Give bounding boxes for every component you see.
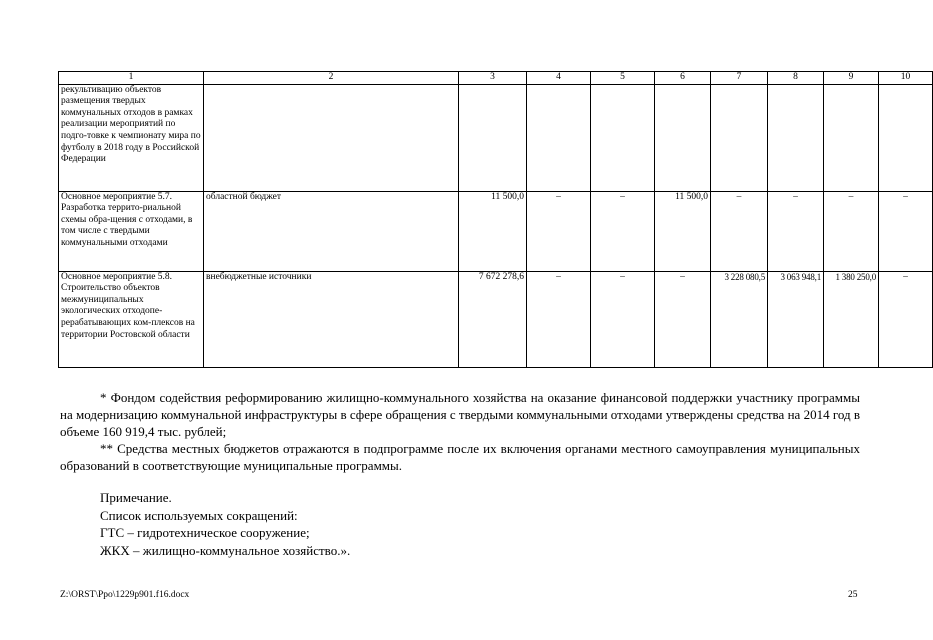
total-amount-cell: [459, 84, 527, 191]
measure-description-cell: рекультивацию объектов размещения твердых коммунальных отходов в рамках реализации мероприятий по подго-товке к чемпионату мира по футболу в 2018 году в Российской Федерации: [59, 84, 204, 191]
page-number: 25: [848, 590, 858, 600]
amount-cell: 11 500,0: [655, 191, 711, 271]
amount-cell: –: [591, 271, 655, 367]
remark-title: Примечание.: [100, 490, 172, 505]
table-row: [59, 84, 933, 191]
amount-cell: [591, 84, 655, 191]
amount-cell: –: [768, 191, 824, 271]
funding-source-cell: [204, 84, 459, 191]
amount-cell: –: [591, 191, 655, 271]
column-header: 7: [711, 72, 768, 85]
amount-cell: –: [879, 191, 933, 271]
amount-cell: [711, 84, 768, 191]
table-header-row: [59, 72, 933, 85]
amount-cell: [824, 84, 879, 191]
funding-source-cell: внебюджетные источники: [204, 271, 459, 367]
amount-cell: 1 380 250,0: [824, 271, 879, 367]
abbreviations-title: Список используемых сокращений:: [100, 507, 298, 523]
amount-cell: [527, 84, 591, 191]
footnote-2: ** Средства местных бюджетов отражаются в подпрограмме после их включения органами местного самоуправления муниципальных образований в соответствующие муниципальные программы.: [60, 441, 860, 473]
amount-cell: –: [711, 191, 768, 271]
total-amount-cell: 11 500,0: [459, 191, 527, 271]
amount-cell: –: [879, 271, 933, 367]
column-header: 8: [768, 72, 824, 85]
footer-file-path: Z:\ORST\Ppo\1229p901.f16.docx: [60, 590, 190, 600]
amount-cell: –: [824, 191, 879, 271]
amount-cell: 3 228 080,5: [711, 271, 768, 367]
remark-block: [100, 489, 350, 559]
funding-source-cell: областной бюджет: [204, 191, 459, 271]
measure-description-cell: Основное мероприятие 5.7. Разработка террито-риальной схемы обра-щения с отходами, в том числе с твердыми коммунальными отходами: [59, 191, 204, 271]
column-header: 1: [59, 72, 204, 85]
measure-description-cell: Основное мероприятие 5.8. Строительство объектов межмуниципальных экологических отходопе-рерабатывающих ком-плексов на территории Ростовской области: [59, 271, 204, 367]
column-header: 6: [655, 72, 711, 85]
table-row: [59, 191, 933, 271]
column-header: 5: [591, 72, 655, 85]
amount-cell: –: [655, 271, 711, 367]
amount-cell: [879, 84, 933, 191]
column-header: 10: [879, 72, 933, 85]
total-amount-cell: 7 672 278,6: [459, 271, 527, 367]
abbreviation-item: ГТС – гидротехническое сооружение;: [100, 525, 310, 540]
amount-cell: [768, 84, 824, 191]
amount-cell: –: [527, 191, 591, 271]
amount-cell: [655, 84, 711, 191]
budget-table: [58, 71, 933, 368]
table-row: [59, 271, 933, 367]
column-header: 2: [204, 72, 459, 85]
footnote-1: * Фондом содействия реформированию жилищно-коммунального хозяйства на оказание финансовой поддержки участнику программы на модернизацию коммунальной инфраструктуры в сфере обращения с твердыми коммунальными отходами утверждены средства на 2014 год в объеме 160 919,4 тыс. рублей;: [60, 390, 860, 439]
column-header: 9: [824, 72, 879, 85]
footnotes: [60, 389, 860, 474]
column-header: 3: [459, 72, 527, 85]
amount-cell: 3 063 948,1: [768, 271, 824, 367]
abbreviation-item: ЖКХ – жилищно-коммунальное хозяйство.».: [100, 542, 351, 558]
column-header: 4: [527, 72, 591, 85]
amount-cell: –: [527, 271, 591, 367]
